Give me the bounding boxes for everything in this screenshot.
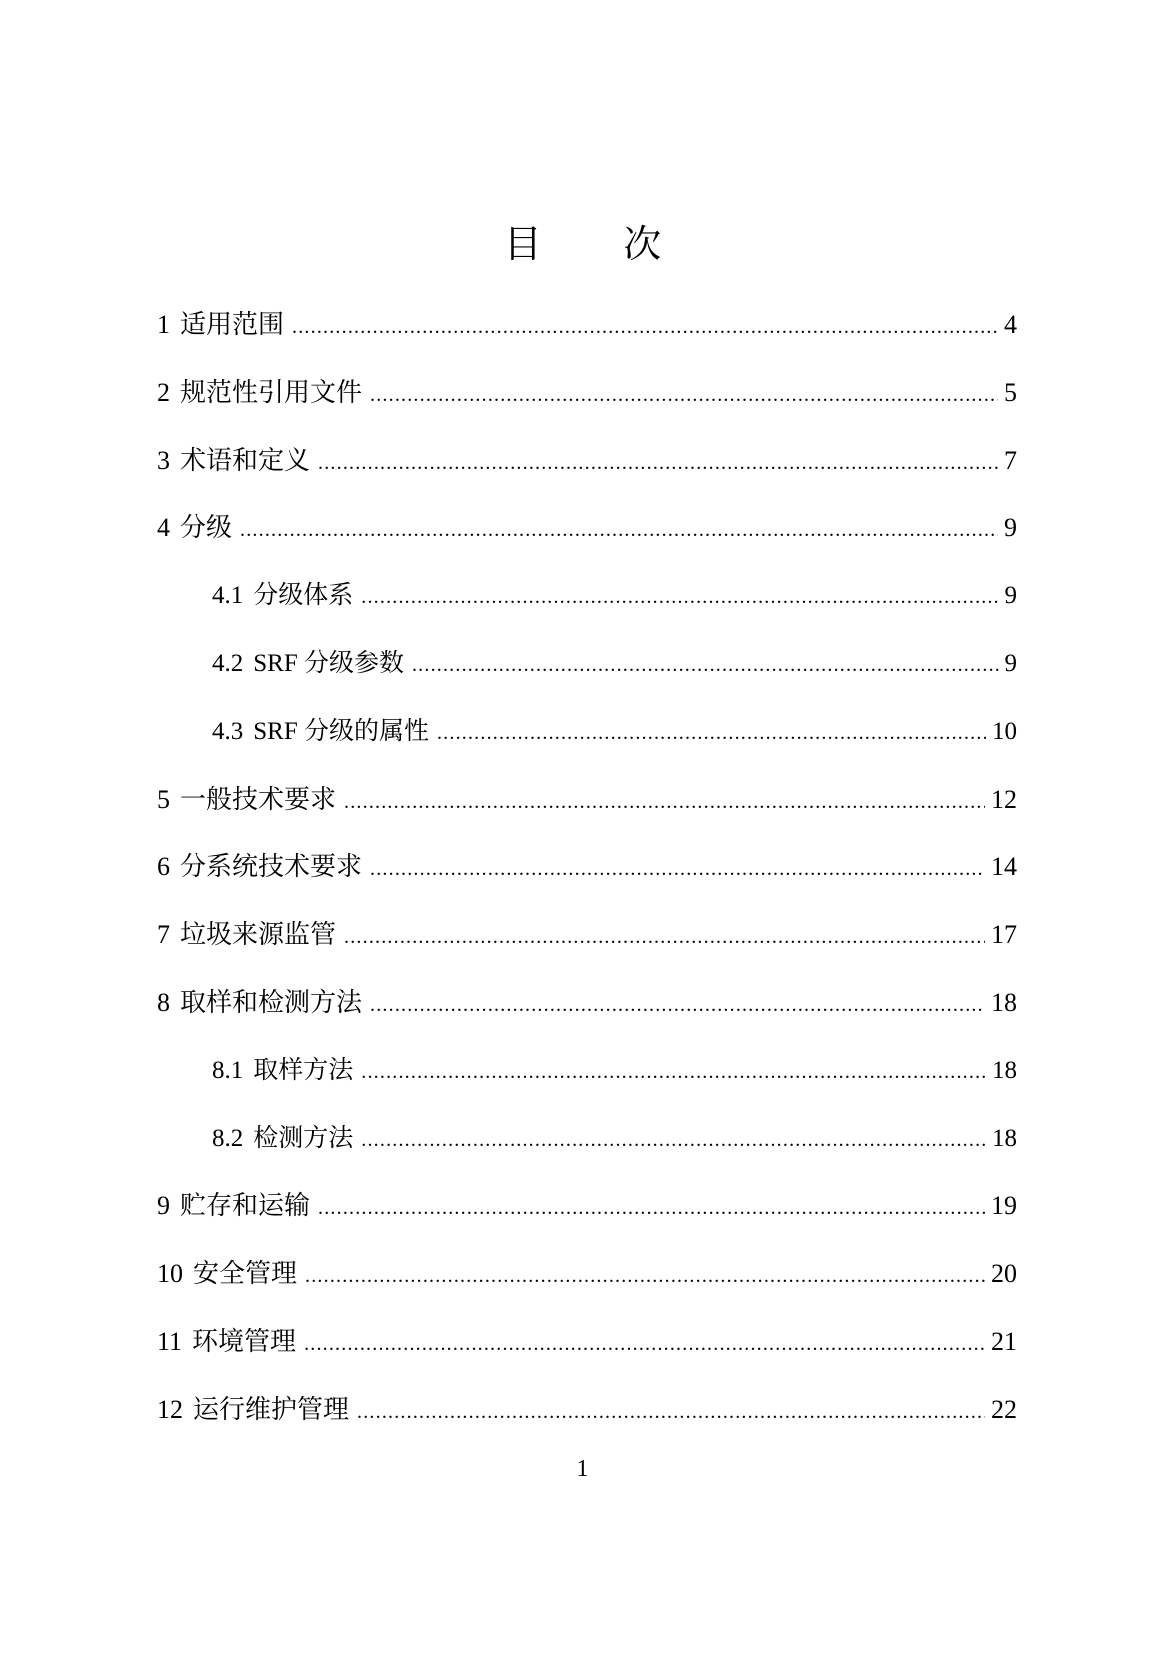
toc-dot-leader	[361, 1055, 986, 1089]
toc-entry-3[interactable]	[157, 444, 1017, 512]
page-title	[0, 220, 1165, 270]
toc-entry-page: 18	[992, 1056, 1017, 1084]
toc-entry-label: 取样方法	[253, 1056, 354, 1084]
toc-entry-label: 适用范围	[180, 310, 285, 339]
toc-dot-leader	[357, 1395, 985, 1429]
toc-entry-number: 1	[157, 310, 170, 339]
toc-entry-page: 9	[1004, 649, 1017, 677]
toc-entry-1[interactable]	[157, 308, 1017, 376]
toc-entry-number: 6	[157, 852, 170, 882]
toc-dot-leader	[292, 310, 998, 344]
toc-entry-page: 12	[991, 784, 1017, 814]
toc-entry-page: 18	[991, 987, 1017, 1017]
toc-dot-leader	[370, 988, 985, 1022]
toc-entry-number: 8.1	[212, 1056, 244, 1084]
toc-entry-label: 规范性引用文件	[180, 377, 363, 407]
toc-dot-leader	[370, 852, 985, 886]
toc-entry-label: 贮存和运输	[180, 1191, 311, 1221]
toc-dot-leader	[412, 648, 999, 682]
toc-entry-number: 10	[157, 1259, 183, 1289]
toc-entry-page: 9	[1004, 513, 1017, 543]
toc-entry-12[interactable]	[157, 1393, 1017, 1461]
page-title-text: 目 次	[503, 224, 698, 266]
toc-dot-leader	[318, 446, 998, 480]
toc-entry-page: 20	[991, 1259, 1017, 1289]
toc-entry-4-3[interactable]	[157, 715, 1017, 783]
toc-dot-leader	[344, 920, 985, 954]
toc-entry-2[interactable]	[157, 376, 1017, 444]
toc-entry-page: 14	[991, 852, 1017, 882]
toc-entry-number: 5	[157, 784, 170, 814]
toc-entry-number: 4.1	[212, 582, 244, 610]
toc-entry-4-2[interactable]	[157, 647, 1017, 715]
toc-dot-leader	[304, 1327, 985, 1361]
toc-entry-page: 22	[991, 1394, 1017, 1424]
toc-entry-label: 分级体系	[253, 582, 354, 610]
toc-entry-label: 取样和检测方法	[180, 987, 363, 1017]
toc-entry-label: 分级	[180, 513, 233, 543]
toc-entry-8-2[interactable]	[157, 1122, 1017, 1190]
toc-dot-leader	[370, 378, 998, 412]
toc-dot-leader	[305, 1259, 985, 1293]
toc-entry-7[interactable]	[157, 918, 1017, 986]
toc-entry-number: 4.3	[212, 717, 244, 745]
toc-entry-10[interactable]	[157, 1257, 1017, 1325]
toc-entry-8[interactable]	[157, 986, 1017, 1054]
toc-entry-5[interactable]	[157, 783, 1017, 851]
toc-entry-9[interactable]	[157, 1189, 1017, 1257]
toc-entry-4[interactable]	[157, 511, 1017, 579]
toc-dot-leader	[361, 1123, 986, 1157]
toc-entry-page: 19	[991, 1191, 1017, 1221]
toc-entry-number: 8.2	[212, 1124, 244, 1152]
toc-entry-page: 5	[1004, 377, 1017, 407]
toc-entry-number: 12	[157, 1394, 183, 1424]
toc-entry-label: 环境管理	[192, 1326, 297, 1356]
toc-dot-leader	[240, 513, 998, 547]
toc-entry-number: 2	[157, 377, 170, 407]
toc-entry-number: 11	[157, 1326, 183, 1356]
toc-entry-number: 7	[157, 920, 170, 950]
toc-entry-label: SRF 分级参数	[253, 649, 404, 677]
toc-entry-label: 分系统技术要求	[180, 852, 363, 882]
toc-entry-label: 垃圾来源监管	[180, 920, 337, 950]
toc-entry-4-1[interactable]	[157, 579, 1017, 647]
toc-dot-leader	[344, 785, 985, 819]
toc-entry-label: 一般技术要求	[180, 784, 337, 814]
toc-entry-number: 9	[157, 1191, 170, 1221]
toc-entry-6[interactable]	[157, 850, 1017, 918]
toc-entry-number: 3	[157, 445, 170, 475]
toc-entry-label: 术语和定义	[180, 445, 311, 475]
toc-entry-label: SRF 分级的属性	[253, 717, 429, 745]
table-of-contents	[157, 308, 1017, 1461]
toc-dot-leader	[318, 1191, 985, 1225]
toc-entry-page: 21	[991, 1326, 1017, 1356]
toc-entry-page: 18	[992, 1124, 1017, 1152]
toc-entry-page: 10	[992, 717, 1017, 745]
toc-entry-page: 17	[991, 920, 1017, 950]
toc-entry-number: 4.2	[212, 649, 244, 677]
toc-entry-number: 8	[157, 987, 170, 1017]
toc-entry-page: 7	[1004, 445, 1017, 475]
toc-entry-8-1[interactable]	[157, 1054, 1017, 1122]
toc-entry-page: 9	[1004, 582, 1017, 610]
toc-entry-page: 4	[1004, 310, 1017, 339]
toc-dot-leader	[361, 580, 998, 614]
toc-dot-leader	[437, 716, 986, 750]
toc-entry-label: 运行维护管理	[193, 1394, 350, 1424]
toc-entry-11[interactable]	[157, 1325, 1017, 1393]
toc-entry-label: 检测方法	[253, 1124, 354, 1152]
toc-entry-number: 4	[157, 513, 170, 543]
toc-entry-label: 安全管理	[193, 1259, 298, 1289]
page-number: 1	[576, 1456, 589, 1482]
